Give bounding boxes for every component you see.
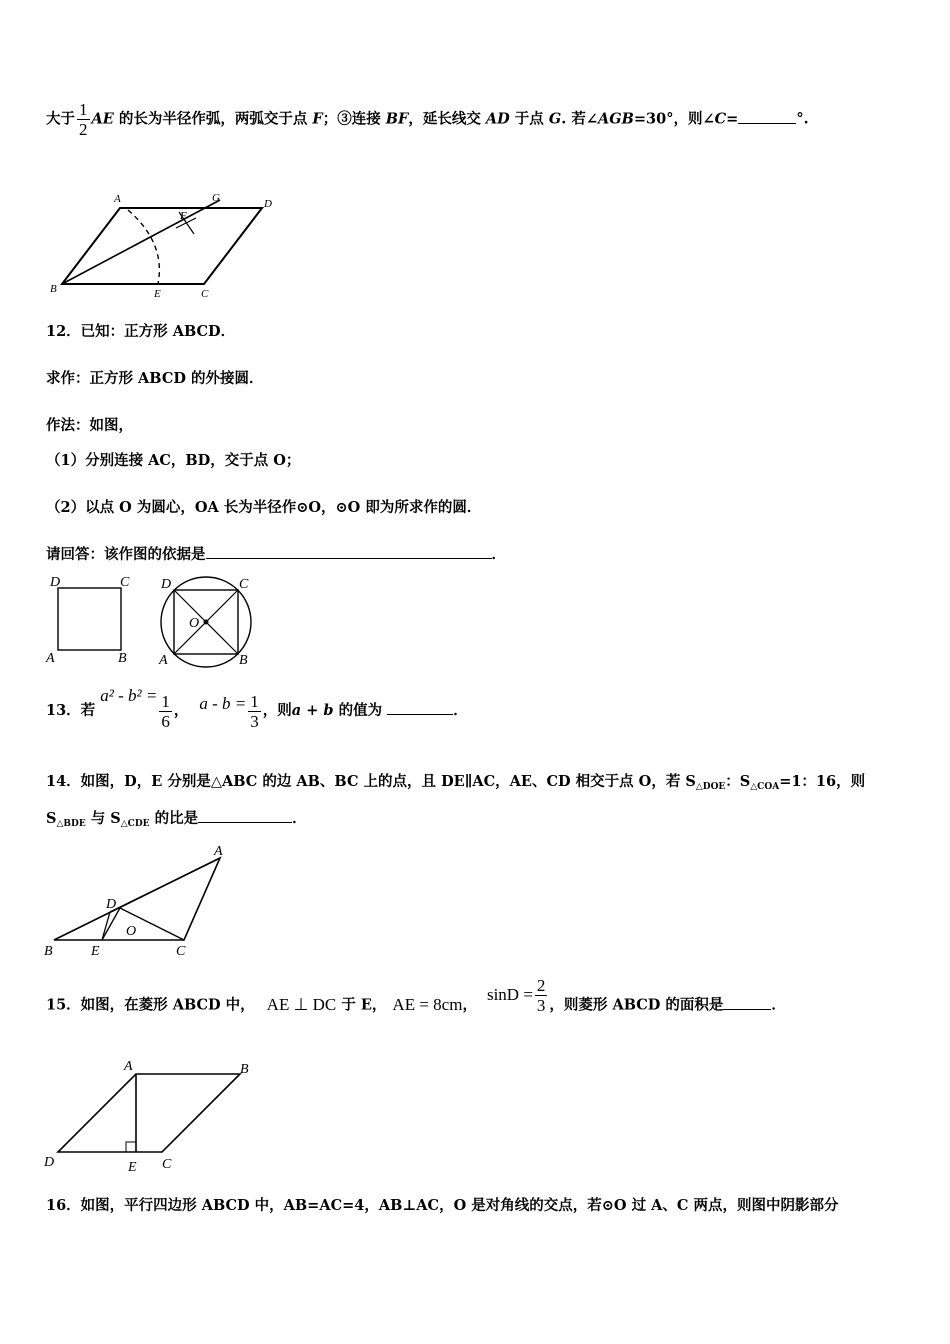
q13-text: 13．若 a² - b² = $\frac{1}{6}$ ， a - b = $\frac{1}{3}$ ，则a + b 的值为 ．	[46, 686, 468, 731]
q14-figure	[44, 842, 234, 960]
q14-line1: 14．如图，D，E 分别是△ABC 的边 AB、BC 上的点，且 DE∥AC，AE、CD 相交于点 O，若 $S_{\triangle DOE}$：$S_{\triangle COA}=1$：16，则	[46, 773, 866, 792]
label-d: D	[50, 575, 61, 590]
label-b: B	[239, 653, 248, 668]
q12-line2: 求作：正方形 ABCD 的外接圆．	[46, 370, 264, 387]
label-d: D	[44, 1155, 55, 1170]
label-e: E	[128, 1160, 137, 1175]
label-a: A	[159, 653, 168, 668]
label-b: B	[118, 651, 127, 666]
label-e: E	[154, 288, 161, 300]
label-a: A	[46, 651, 55, 666]
label-b: B	[240, 1062, 249, 1077]
label-c: C	[239, 577, 249, 592]
q15-figure	[44, 1056, 264, 1176]
label-d: D	[106, 897, 117, 912]
label-b: B	[44, 944, 53, 959]
label-a: A	[114, 193, 121, 205]
line-ea	[110, 858, 220, 912]
label-e: E	[91, 944, 100, 959]
label-b: B	[50, 283, 57, 295]
label-a: A	[214, 844, 223, 859]
answer-blank[interactable]	[206, 558, 492, 559]
q15-text: 15．如图，在菱形 ABCD 中， AE ⊥ DC 于 E， AE = 8cm，sinD = $\frac{2}{3}$ ，则菱形 ABCD 的面积是 ．	[46, 976, 786, 1015]
label-d: D	[264, 198, 272, 210]
square-abcd	[58, 588, 121, 650]
q14-line2: $S_{\triangle BDE}$ 与 $S_{\triangle CDE}$ 的比是 ．	[46, 810, 307, 829]
q12-figure-square	[44, 570, 144, 670]
label-f: F	[180, 210, 187, 222]
label-d: D	[161, 577, 172, 592]
label-o: O	[126, 924, 137, 939]
label-c: C	[162, 1157, 172, 1172]
q12-line4: （1）分别连接 AC，BD，交于点 O；	[46, 452, 301, 469]
label-g: G	[212, 192, 220, 204]
line-de	[102, 908, 120, 940]
answer-blank[interactable]	[723, 1009, 771, 1010]
parallelogram-abcd	[62, 208, 262, 284]
answer-blank[interactable]	[738, 123, 796, 124]
q11-fraction: $\frac{1}{2}$	[79, 100, 88, 139]
q12-line6: 请回答：该作图的依据是 ．	[46, 546, 506, 563]
q16-line1: 16．如图，平行四边形 ABCD 中，AB=AC=4，AB⊥AC，O 是对角线的交点，若⊙O 过 A、C 两点，则图中阴影部分	[46, 1197, 839, 1214]
label-c: C	[120, 575, 130, 590]
label-c: C	[201, 288, 209, 300]
label-c: C	[176, 944, 186, 959]
center-o	[204, 620, 209, 625]
q12-line3: 作法：如图，	[46, 417, 133, 434]
rhombus-abcd	[58, 1074, 240, 1152]
q12-figure-circle	[155, 570, 261, 672]
right-angle-mark	[126, 1142, 136, 1152]
label-a: A	[124, 1059, 133, 1074]
line-bf	[62, 200, 220, 284]
q12-line1: 12．已知：正方形 ABCD．	[46, 323, 236, 340]
q12-line5: （2）以点 O 为圆心，OA 长为半径作⊙O，⊙O 即为所求作的圆．	[46, 499, 482, 516]
label-o: O	[189, 616, 200, 631]
q11-text: 大于 $\frac{1}{2}$ AE 的长为半径作弧，两弧交于点 F；③连接 BF，延长线交 AD 于点 G. 若∠AGB=30°，则∠C= °.	[46, 100, 809, 139]
answer-blank[interactable]	[198, 822, 292, 823]
q11-figure	[44, 188, 284, 303]
answer-blank[interactable]	[387, 714, 453, 715]
